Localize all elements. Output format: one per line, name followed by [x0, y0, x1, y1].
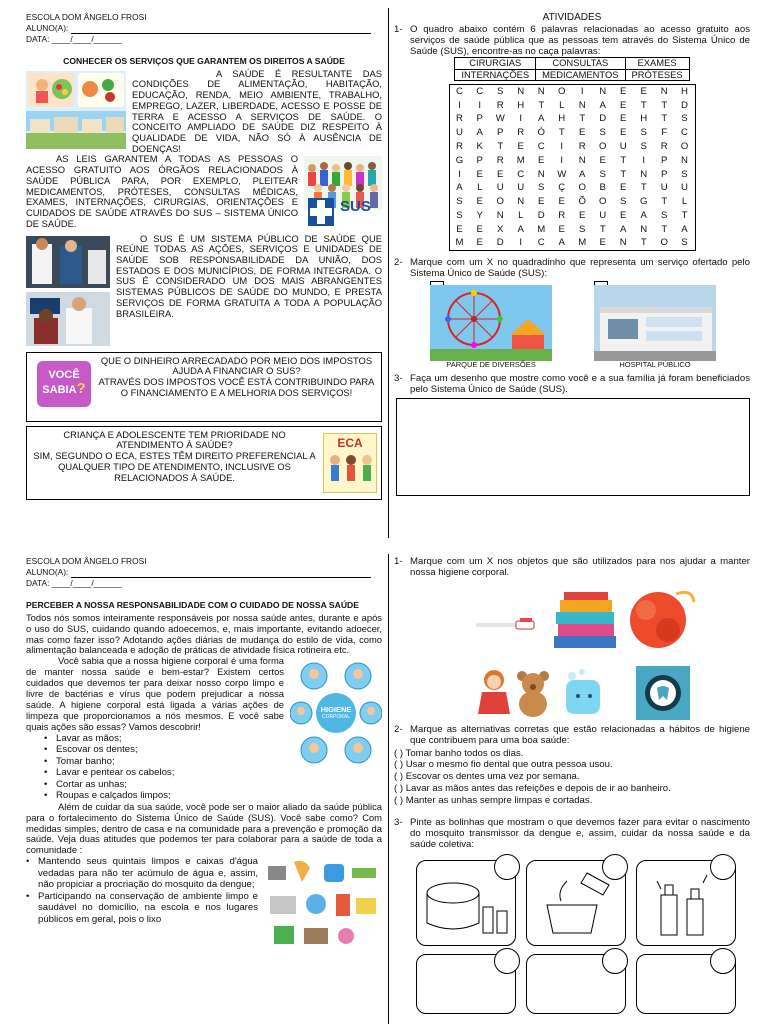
grid-letter[interactable]: E: [599, 237, 606, 249]
grid-letter[interactable]: E: [538, 154, 545, 166]
grid-letter[interactable]: E: [558, 196, 565, 208]
question-number: 1-: [394, 23, 403, 35]
grid-letter[interactable]: O: [660, 237, 668, 249]
badge-line2: SABIA: [42, 383, 77, 396]
grid-letter[interactable]: T: [497, 141, 504, 153]
grid-letter[interactable]: O: [496, 196, 504, 208]
list-item: • Roupas e calçados limpos;: [44, 790, 382, 802]
grid-letter[interactable]: I: [560, 154, 564, 166]
grid-letter[interactable]: T: [579, 113, 586, 125]
grid-letter[interactable]: S: [681, 113, 688, 125]
word-cell: MEDICAMENTOS: [536, 69, 625, 81]
grid-letter[interactable]: M: [537, 223, 546, 235]
grid-letter[interactable]: N: [537, 86, 545, 98]
grid-letter[interactable]: T: [640, 182, 647, 194]
grid-letter[interactable]: P: [661, 154, 668, 166]
question-2: [394, 724, 750, 746]
grid-letter[interactable]: U: [517, 182, 525, 194]
grid-letter[interactable]: E: [599, 154, 606, 166]
grid-letter[interactable]: I: [458, 99, 461, 111]
grid-letter[interactable]: R: [496, 99, 504, 111]
grid-row: [449, 140, 695, 154]
grid-letter[interactable]: S: [661, 210, 668, 222]
grid-letter[interactable]: Y: [476, 210, 483, 222]
grid-letter[interactable]: S: [681, 168, 688, 180]
grid-letter[interactable]: A: [558, 237, 565, 249]
question-text: Pinte as bolinhas que mostram o que devemos fazer para evitar o nascimento do mosquito transmissor da dengue e, assim, cuidar da nossa saúde e da saúde coletiva:: [410, 816, 750, 851]
dengue-prevention-grid: [394, 854, 750, 1014]
grid-letter[interactable]: Õ: [578, 196, 586, 208]
grid-letter[interactable]: E: [620, 127, 627, 139]
sheet2-left-column: [26, 556, 382, 950]
grid-letter[interactable]: E: [538, 196, 545, 208]
grid-letter[interactable]: E: [620, 113, 627, 125]
grid-row: [449, 209, 695, 223]
grid-letter[interactable]: A: [579, 168, 586, 180]
grid-letter[interactable]: T: [661, 113, 668, 125]
word-list-row: [455, 57, 689, 69]
grid-letter[interactable]: T: [661, 196, 668, 208]
grid-letter[interactable]: G: [640, 196, 648, 208]
option-item[interactable]: ( ) Tomar banho todos os dias.: [394, 747, 524, 759]
grid-letter[interactable]: P: [476, 154, 483, 166]
grid-row: [449, 112, 695, 126]
question-number: 3-: [394, 816, 403, 828]
grid-letter[interactable]: E: [620, 182, 627, 194]
paragraph-laws: AS LEIS GARANTEM A TODAS AS PESSOAS O ACESSO GRATUITO AOS ÓRGÃOS RELACIONADOS À SAÚDE PÚBLICA PARA, POR EXEMPLO, PLEITEAR MEDICAMENTOS, PRÓTESES, CONSULTAS MÉDICAS, EXAMES, INTERNAÇÕES, CIRURGIAS, ORIENTAÇÕES E CUIDADOS DE SAÚDE ATRAVÉS DO SUS – SISTEMA ÚNICO DE SAÚDE.: [26, 153, 298, 229]
grid-letter[interactable]: M: [516, 154, 525, 166]
grid-letter[interactable]: R: [558, 210, 566, 222]
grid-row: [449, 236, 695, 250]
date-line[interactable]: DATA: ____/____/______: [26, 33, 122, 44]
student-line: [26, 23, 382, 34]
grid-letter[interactable]: N: [619, 237, 627, 249]
grid-letter[interactable]: O: [578, 182, 586, 194]
list-item: • Lavar as mãos;: [44, 733, 382, 745]
dental-floss-icon[interactable]: [636, 666, 690, 720]
grid-letter[interactable]: E: [456, 223, 463, 235]
option-item[interactable]: ( ) Usar o mesmo fio dental que outra pessoa usou.: [394, 759, 613, 771]
question-text: Marque com um X no quadradinho que representa um serviço ofertado pelo Sistema Único de Saúde (SUS):: [410, 256, 750, 279]
eca-illustration: [323, 433, 377, 493]
grid-letter[interactable]: W: [495, 113, 505, 125]
question-text: O quadro abaixo contém 6 palavras relacionadas ao acesso gratuito aos serviços de saúde pública que as pessoas tem através do Sistema Único de Saúde (SUS), encontre-as no caça palavras:: [410, 23, 750, 57]
word-cell: PRÓTESES: [625, 69, 689, 81]
grid-letter[interactable]: R: [456, 113, 463, 125]
grid-letter[interactable]: E: [579, 210, 586, 222]
grid-letter[interactable]: T: [661, 99, 668, 111]
list-item: • Lavar e pentear os cabelos;: [44, 767, 382, 779]
hygiene-title: HIGIENE: [320, 705, 352, 715]
question-1: [394, 556, 750, 578]
sus-logo: [306, 192, 382, 232]
word-search-grid[interactable]: [449, 84, 696, 251]
grid-letter[interactable]: L: [559, 99, 565, 111]
sheet1-left-column: [26, 12, 382, 500]
sheet2-right-column: [394, 556, 750, 1014]
toothbrush-icon[interactable]: [476, 618, 536, 632]
grid-letter[interactable]: R: [456, 141, 463, 153]
grid-letter[interactable]: I: [478, 99, 482, 111]
section-title: PERCEBER A NOSSA RESPONSABILIDADE COM O CUIDADO DE NOSSA SAÚDE: [26, 599, 359, 610]
question-text: Marque com um X nos objetos que são utilizados para nos ajudar a manter nossa higiene corporal.: [410, 556, 750, 579]
hygiene-subtitle: CORPORAL: [321, 714, 351, 721]
grid-letter[interactable]: N: [578, 154, 586, 166]
option-item[interactable]: ( ) Lavar as mãos antes das refeições e depois de ir ao banheiro.: [394, 783, 671, 795]
grid-letter[interactable]: A: [599, 99, 606, 111]
grid-letter[interactable]: E: [476, 237, 483, 249]
eca-question: CRIANÇA E ADOLESCENTE TEM PRIORIDADE NO ATENDIMENTO À SAÚDE?: [63, 428, 286, 451]
grid-letter[interactable]: S: [620, 196, 627, 208]
question-text: Faça um desenho que mostre como você e a sua família já foram beneficiados pelo Sistema Único de Saúde (SUS).: [410, 372, 750, 395]
doll-icon[interactable]: [476, 668, 512, 718]
grid-row: [449, 223, 695, 237]
community-actions: [26, 856, 382, 925]
grid-letter[interactable]: T: [640, 99, 647, 111]
question-3: [394, 817, 750, 850]
worksheet-2: [0, 548, 768, 1024]
question-number: 1-: [394, 556, 403, 567]
grid-letter[interactable]: T: [599, 223, 606, 235]
eca-box: [26, 426, 382, 500]
grid-letter[interactable]: H: [517, 99, 525, 111]
grid-letter[interactable]: P: [497, 127, 504, 139]
grid-letter[interactable]: T: [620, 168, 627, 180]
grid-letter[interactable]: S: [599, 127, 606, 139]
grid-letter[interactable]: N: [496, 210, 504, 222]
question-3: [394, 373, 750, 395]
grid-letter[interactable]: E: [517, 141, 524, 153]
grid-letter[interactable]: B: [599, 182, 606, 194]
question-number: 2-: [394, 724, 403, 736]
school-name: ESCOLA DOM ÂNGELO FROSI: [26, 12, 147, 22]
paragraph-sus-system: O SUS É UM SISTEMA PÚBLICO DE SAÚDE QUE REÚNE TODAS AS AÇÕES, SERVIÇOS E UNIDADES DE SAÚDE SOB RESPONSABILIDADE DA UNIÃO, DOS ESTADOS E DOS MUNICÍPIOS, DE FORMA INTEGRADA. O SUS É CONSIDERADO UM DOS MAIS ABRANGENTES SISTEMAS PÚBLICOS DE SAÚDE DO MUNDO, E PRESTA SERVIÇOS DE FORMA GRATUITA A TODA A POPULAÇÃO BRASILEIRA.: [116, 232, 382, 319]
question-1: [394, 24, 750, 57]
color-circle[interactable]: [494, 948, 520, 974]
grid-letter[interactable]: A: [681, 223, 688, 235]
books-icon[interactable]: [550, 588, 620, 652]
grid-letter[interactable]: I: [458, 168, 461, 180]
grid-letter[interactable]: R: [578, 141, 586, 153]
grid-letter[interactable]: U: [681, 182, 688, 194]
vaccination-photos: [26, 236, 110, 346]
question-text: Marque as alternativas corretas que estão relacionadas a hábitos de higiene que contribuem para uma boa saúde:: [410, 724, 750, 747]
grid-letter[interactable]: E: [497, 168, 504, 180]
drawing-area[interactable]: [396, 398, 750, 496]
public-hospital-caption: HOSPITAL PÚBLICO: [619, 359, 691, 369]
paragraph-hygiene: Você sabia que a nossa higiene corporal é uma forma de manter nossa saúde e bem-estar? Existem certos cuidados que devemos ter para deixar nosso corpo limpo e livre de bactérias e vírus que podem prejudicar a nossa saúde. A higiene corporal está ligada a várias ações de limpeza que proporcionamos a nós mesmos. E você sabe quais ações são essas? Vamos descobrir!: [26, 655, 284, 732]
column-divider: [388, 554, 389, 1024]
grid-letter[interactable]: T: [681, 210, 688, 222]
grid-row: [449, 126, 695, 140]
list-item: • Tomar banho;: [44, 756, 382, 768]
grid-letter[interactable]: E: [620, 99, 627, 111]
grid-letter[interactable]: O: [680, 141, 689, 153]
grid-row: [449, 85, 695, 99]
grid-letter[interactable]: Ó: [537, 127, 545, 139]
grid-letter[interactable]: E: [620, 86, 627, 98]
grid-letter[interactable]: U: [456, 127, 463, 139]
grid-letter[interactable]: O: [599, 141, 607, 153]
grid-row: [449, 167, 695, 181]
header: [26, 556, 382, 589]
grid-letter[interactable]: E: [476, 223, 483, 235]
grid-letter[interactable]: S: [456, 210, 463, 222]
sheet1-right-column: [394, 12, 750, 496]
did-you-know-question: QUE O DINHEIRO ARRECADADO POR MEIO DOS IMPOSTOS AJUDA A FINANCIAR O SUS?: [100, 354, 373, 377]
grid-letter[interactable]: L: [518, 210, 524, 222]
grid-row: [449, 98, 695, 112]
word-cell: CIRURGIAS: [455, 57, 536, 69]
list-item: • Escovar os dentes;: [44, 744, 382, 756]
grid-letter[interactable]: H: [558, 113, 566, 125]
grid-letter[interactable]: A: [476, 127, 483, 139]
grid-letter[interactable]: N: [517, 196, 525, 208]
grid-letter[interactable]: P: [661, 168, 668, 180]
word-cell: INTERNAÇÕES: [455, 69, 536, 81]
q2-options: [394, 748, 750, 807]
did-you-know-badge: [37, 361, 91, 407]
bath-sponge-icon[interactable]: [622, 584, 698, 654]
grid-letter[interactable]: I: [519, 237, 523, 249]
grid-letter[interactable]: L: [477, 182, 483, 194]
grid-letter[interactable]: S: [497, 86, 504, 98]
teddy-bear-icon[interactable]: [514, 670, 552, 718]
question-2: [394, 257, 750, 279]
did-you-know-answer: ATRAVÉS DOS IMPOSTOS VOCÊ ESTÁ CONTRIBUINDO PARA O FINANCIAMENTO E A MELHORIA DOS SERVIÇOS!: [98, 376, 375, 399]
activities-title: ATIVIDADES: [542, 12, 602, 23]
grid-letter[interactable]: N: [578, 99, 586, 111]
hygiene-objects: [394, 578, 750, 724]
grid-letter[interactable]: R: [496, 154, 504, 166]
grid-letter[interactable]: C: [476, 86, 484, 98]
grid-letter[interactable]: S: [640, 127, 647, 139]
grid-letter[interactable]: E: [476, 168, 483, 180]
sus-logo-text: SUS: [340, 197, 371, 215]
grid-letter[interactable]: M: [455, 237, 464, 249]
amusement-park-image: [430, 285, 552, 361]
grid-letter[interactable]: C: [537, 141, 545, 153]
badge-line1: VOCÊ: [48, 368, 80, 381]
grid-letter[interactable]: N: [517, 86, 525, 98]
grid-letter[interactable]: A: [640, 210, 647, 222]
grid-letter[interactable]: N: [660, 86, 668, 98]
q2-options: [394, 281, 750, 369]
grid-row: [449, 195, 695, 209]
grid-letter[interactable]: I: [642, 154, 646, 166]
grid-letter[interactable]: S: [579, 223, 586, 235]
grid-letter[interactable]: I: [560, 141, 564, 153]
paragraph-community: Além de cuidar da sua saúde, você pode ser o maior aliado da saúde pública para o fortalecimento do Sistema Único de Saúde (SUS). Você sabe como? Com medidas simples, dentro de casa e na comunidade para a prevenção e promoção da saúde. Veja duas atitudes que podemos ter para colaborar para a saúde de toda a comunidade :: [26, 800, 382, 856]
grid-letter[interactable]: T: [661, 223, 668, 235]
word-cell: CONSULTAS: [536, 57, 625, 69]
grid-letter[interactable]: S: [640, 141, 647, 153]
grid-letter[interactable]: D: [681, 99, 688, 111]
grid-letter[interactable]: W: [557, 168, 567, 180]
grid-letter[interactable]: H: [640, 113, 648, 125]
list-item: • Mantendo seus quintais limpos e caixas d'água vedadas para não ter acúmulo de água e, assim, não propiciar a procriação do mosquito da dengue;: [26, 856, 382, 891]
grid-letter[interactable]: U: [619, 141, 627, 153]
option-item[interactable]: ( ) Escovar os dentes uma vez por semana.: [394, 771, 580, 783]
grid-letter[interactable]: T: [538, 99, 545, 111]
paragraph-responsibility: Todos nós somos inteiramente responsáveis por nossa saúde antes, durante e após o uso do SUS, cuidando quando adoecemos, e, mais importante, evitando adoecer, mas como fazer isso? Adotando ações diárias de mudança do estilo de vida, como alimentação balanceada e adoção de práticas de atividade física rotineira etc.: [26, 611, 382, 656]
school-name: ESCOLA DOM ÂNGELO FROSI: [26, 556, 147, 566]
amusement-park-caption: PARQUE DE DIVERSÕES: [446, 359, 536, 369]
color-circle[interactable]: [494, 854, 520, 880]
health-illustration: [26, 71, 126, 149]
header: [26, 12, 382, 45]
grid-row: [449, 181, 695, 195]
word-cell: EXAMES: [625, 57, 689, 69]
grid-letter[interactable]: A: [517, 223, 524, 235]
grid-letter[interactable]: A: [620, 223, 627, 235]
question-number: 2-: [394, 256, 403, 268]
grid-letter[interactable]: T: [620, 154, 627, 166]
grid-letter[interactable]: S: [681, 237, 688, 249]
grid-letter[interactable]: K: [476, 141, 483, 153]
grid-letter[interactable]: R: [660, 141, 668, 153]
list-item: • Cortar as unhas;: [44, 779, 382, 791]
word-list-row: [455, 69, 689, 81]
grid-letter[interactable]: E: [640, 86, 647, 98]
word-list-table: [454, 57, 689, 81]
grid-letter[interactable]: A: [456, 182, 463, 194]
paragraph-health-concept: A SAÚDE É RESULTANTE DAS CONDIÇÕES DE ALIMENTAÇÃO, HABITAÇÃO, EDUCAÇÃO, RENDA, MEIO AMBIENTE, TRABALHO, EMPREGO, LAZER, LIBERDADE, ACESSO E POSSE DE TERRA E ACESSO A SERVIÇOS DE SAÚDE. O CONCEITO AMPLIADO DE SAÚDE DIZ RESPEITO À QUALIDADE DE VIDA, NÃO SÓ À AUSÊNCIA DE DOENÇAS!: [132, 67, 382, 154]
grid-letter[interactable]: U: [660, 182, 668, 194]
grid-letter[interactable]: C: [537, 237, 545, 249]
grid-letter[interactable]: E: [579, 127, 586, 139]
grid-letter[interactable]: N: [640, 223, 648, 235]
grid-letter[interactable]: D: [537, 210, 545, 222]
grid-letter[interactable]: Ç: [558, 182, 566, 194]
grid-letter[interactable]: N: [640, 168, 648, 180]
grid-letter[interactable]: O: [599, 196, 607, 208]
grid-letter[interactable]: D: [496, 237, 504, 249]
grid-letter[interactable]: M: [578, 237, 587, 249]
grid-letter[interactable]: R: [517, 127, 525, 139]
grid-letter[interactable]: E: [620, 210, 627, 222]
did-you-know-box: [26, 352, 382, 422]
community-list: [26, 856, 382, 925]
grid-letter[interactable]: E: [558, 223, 565, 235]
question-number: 3-: [394, 372, 403, 384]
option-item[interactable]: ( ) Manter as unhas sempre limpas e cortadas.: [394, 795, 593, 807]
grid-letter[interactable]: U: [599, 210, 607, 222]
list-item: • Participando na conservação de ambiente limpo e saudável no domicílio, na escola e nos lugares públicos em geral, pois o lixo: [26, 891, 382, 926]
grid-letter[interactable]: E: [476, 196, 483, 208]
column-divider: [388, 8, 389, 538]
grid-letter[interactable]: S: [538, 182, 545, 194]
grid-letter[interactable]: T: [558, 127, 565, 139]
grid-letter[interactable]: I: [580, 86, 584, 98]
hygiene-actions-list: [26, 733, 382, 802]
grid-letter[interactable]: O: [558, 86, 566, 98]
grid-letter[interactable]: H: [681, 86, 688, 98]
grid-letter[interactable]: C: [681, 127, 688, 139]
student-label: ALUNO(A):: [26, 566, 69, 577]
date-line[interactable]: DATA: ____/____/______: [26, 577, 122, 588]
grid-letter[interactable]: S: [456, 196, 463, 208]
grid-letter[interactable]: A: [538, 113, 545, 125]
grid-letter[interactable]: G: [455, 154, 464, 166]
grid-letter[interactable]: P: [476, 113, 483, 125]
student-label: ALUNO(A):: [26, 22, 69, 33]
public-hospital-image: [594, 285, 716, 361]
grid-letter[interactable]: N: [599, 86, 607, 98]
grid-letter[interactable]: N: [681, 154, 688, 166]
grid-row: [449, 154, 695, 168]
badge-question-mark: ?: [76, 379, 86, 397]
grid-letter[interactable]: L: [681, 196, 688, 208]
eca-label: ECA: [337, 435, 363, 450]
grid-letter[interactable]: S: [599, 168, 606, 180]
grid-letter[interactable]: N: [537, 168, 545, 180]
student-line: [26, 567, 382, 578]
grid-letter[interactable]: T: [640, 237, 647, 249]
grid-letter[interactable]: U: [496, 182, 504, 194]
grid-letter[interactable]: D: [599, 113, 607, 125]
soap-icon[interactable]: [562, 668, 604, 716]
grid-letter[interactable]: C: [456, 86, 463, 98]
grid-letter[interactable]: C: [517, 168, 525, 180]
grid-letter[interactable]: I: [519, 113, 523, 125]
section-title: CONHECER OS SERVIÇOS QUE GARANTEM OS DIREITOS A SAÚDE: [63, 55, 345, 66]
grid-letter[interactable]: F: [661, 127, 668, 139]
grid-letter[interactable]: X: [497, 223, 504, 235]
eca-answer: SIM, SEGUNDO O ECA, ESTES TÊM DIREITO PREFERENCIAL A QUALQUER TIPO DE ATENDIMENTO, INCLUSIVE OS RELACIONADOS À SAÚDE.: [33, 450, 316, 484]
